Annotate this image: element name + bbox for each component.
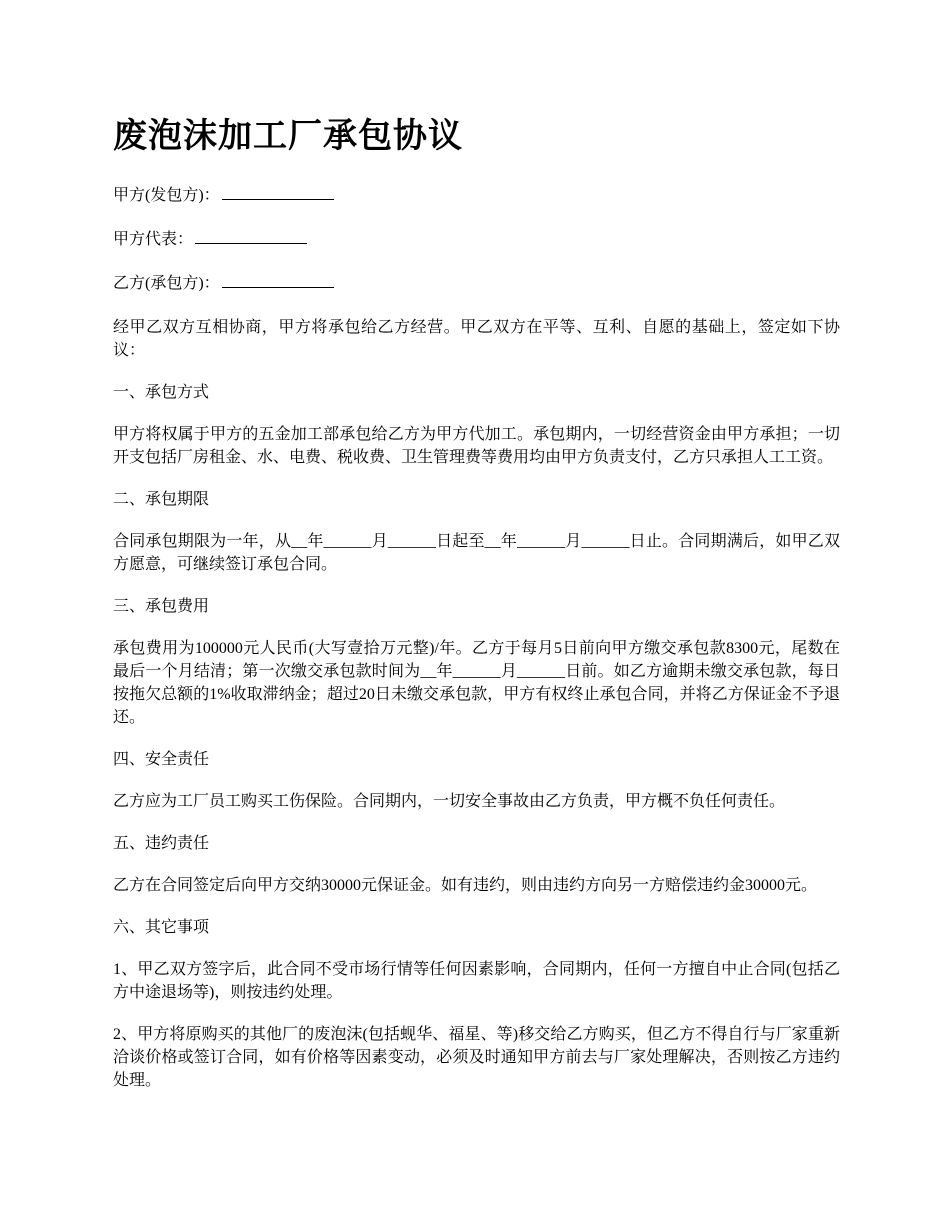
party-a-line	[113, 184, 840, 207]
section-heading-4: 四、安全责任	[113, 751, 210, 768]
section-heading-5: 五、违约责任	[113, 835, 210, 852]
section-body-3: 承包费用为100000元人民币(大写壹拾万元整)/年。乙方于每月5日前向甲方缴交承包款8300元，尾数在最后一个月结清；第一次缴交承包款时间为__年______月______日前。如乙方逾期未缴交承包款，每日按拖欠总额的1%收取滞纳金；超过20日未缴交承包款，甲方有权终止承包合同，并将乙方保证金不予退还。	[113, 640, 840, 726]
section-body-4: 乙方应为工厂员工购买工伤保险。合同期内，一切安全事故由乙方负责，甲方概不负任何责任。	[113, 793, 786, 810]
section-heading-2: 二、承包期限	[113, 491, 210, 508]
party-a-blank	[222, 185, 334, 200]
party-a-rep-line	[113, 228, 840, 251]
party-a-rep-blank	[195, 229, 307, 244]
intro-paragraph: 经甲乙双方互相协商，甲方将承包给乙方经营。甲乙双方在平等、互利、自愿的基础上，签定如下协议：	[113, 319, 840, 359]
document-page	[113, 112, 840, 1111]
section-body-2: 合同承包期限为一年，从__年______月______日起至__年______月______日止。合同期满后，如甲乙双方愿意，可继续签订承包合同。	[113, 533, 840, 573]
section-heading-1: 一、承包方式	[113, 384, 210, 401]
section-body-6-item-2: 2、甲方将原购买的其他厂的废泡沫(包括蚬华、福星、等)移交给乙方购买，但乙方不得自行与厂家重新洽谈价格或签订合同，如有价格等因素变动，必须及时通知甲方前去与厂家处理解决，否则按乙方违约处理。	[113, 1026, 840, 1089]
section-body-5: 乙方在合同签定后向甲方交纳30000元保证金。如有违约，则由违约方向另一方赔偿违约金30000元。	[113, 877, 818, 894]
party-a-label: 甲方(发包方)：	[113, 187, 220, 204]
section-heading-3: 三、承包费用	[113, 598, 210, 615]
section-heading-6: 六、其它事项	[113, 919, 210, 936]
section-body-6-item-1: 1、甲乙双方签字后，此合同不受市场行情等任何因素影响，合同期内，任何一方擅自中止合同(包括乙方中途退场等)，则按违约处理。	[113, 961, 840, 1001]
party-a-rep-label: 甲方代表：	[113, 231, 194, 248]
section-body-1: 甲方将权属于甲方的五金加工部承包给乙方为甲方代加工。承包期内，一切经营资金由甲方承担；一切开支包括厂房租金、水、电费、税收费、卫生管理费等费用均由甲方负责支付，乙方只承担人工工资。	[113, 426, 840, 466]
document-title: 废泡沫加工厂承包协议	[113, 116, 463, 156]
party-b-line	[113, 272, 840, 295]
party-b-blank	[222, 273, 334, 288]
party-b-label: 乙方(承包方)：	[113, 275, 220, 292]
